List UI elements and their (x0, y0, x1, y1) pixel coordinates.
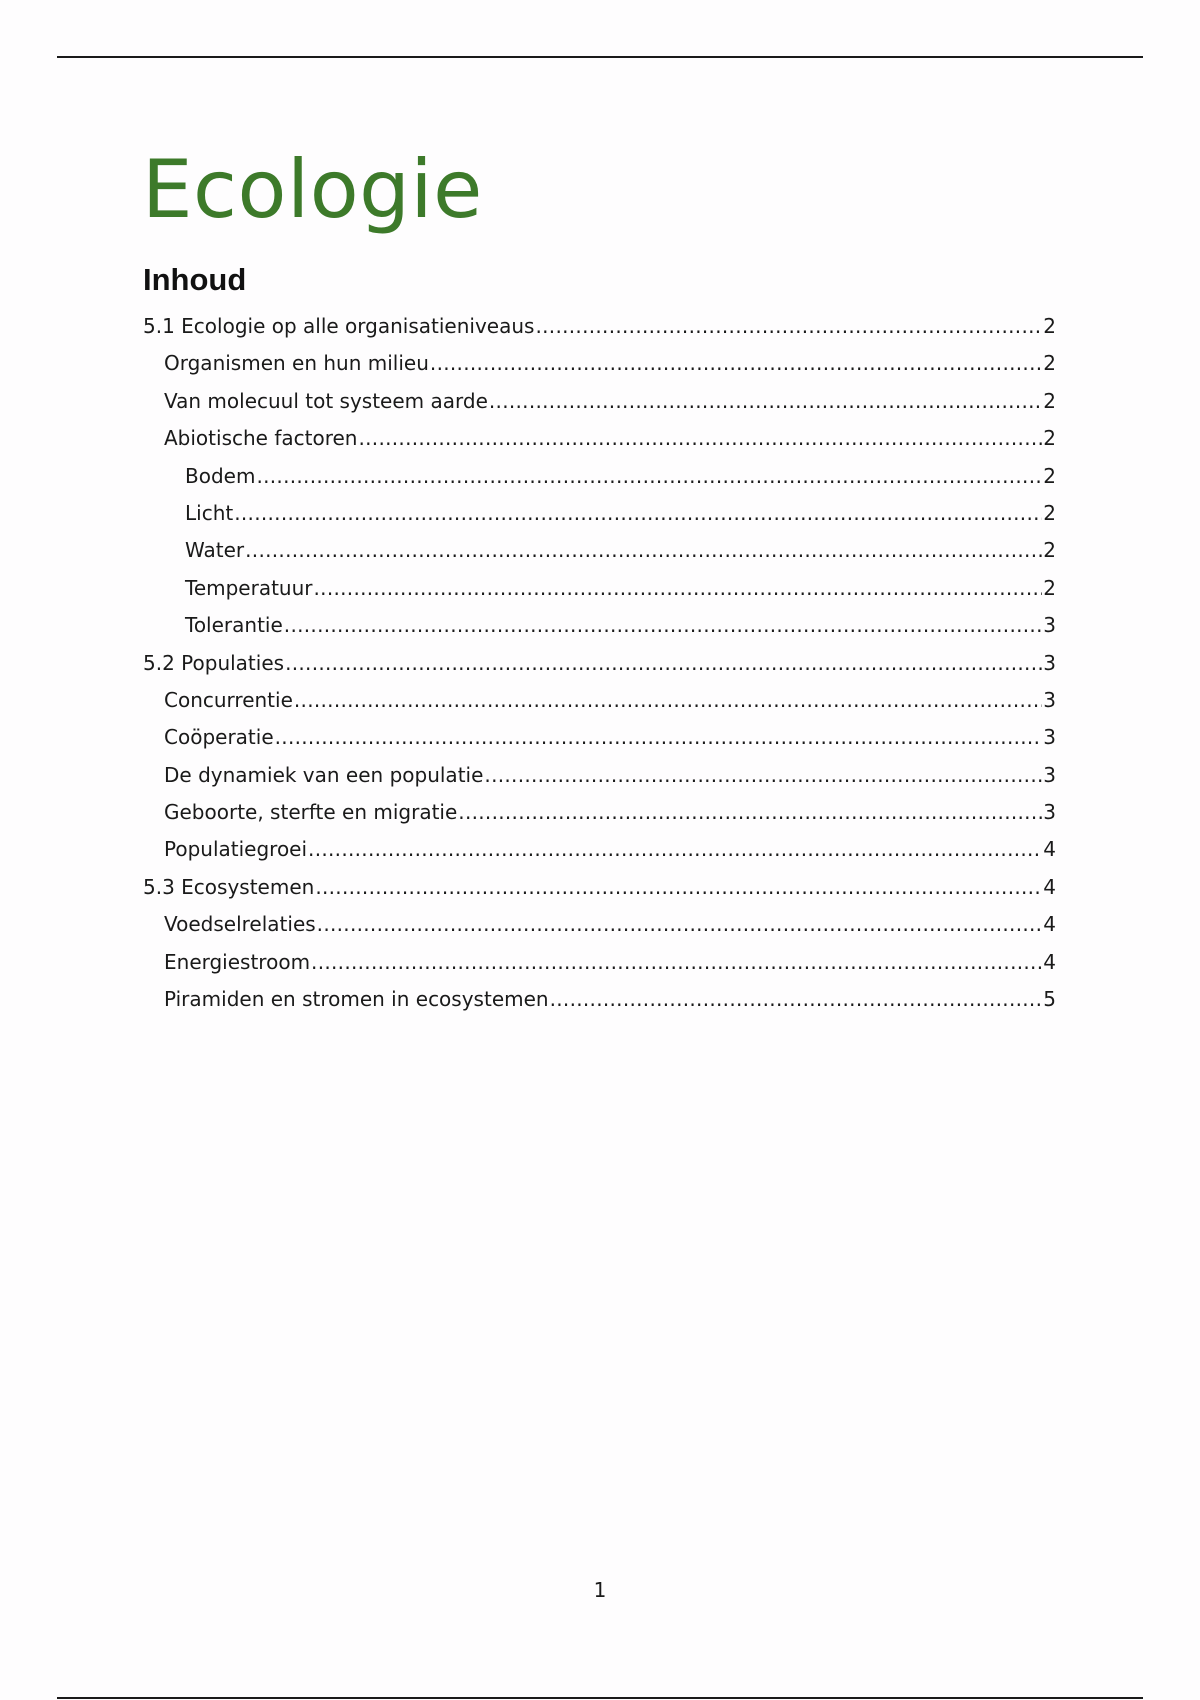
toc-entry[interactable] (143, 645, 1056, 682)
toc-entry-title: 5.1 Ecologie op alle organisatieniveaus (143, 314, 535, 338)
table-of-contents (143, 308, 1056, 1018)
toc-entry[interactable] (143, 345, 1056, 382)
toc-entry-title: Piramiden en stromen in ecosystemen (164, 987, 549, 1012)
toc-entry[interactable] (143, 570, 1056, 607)
toc-entry-title: Bodem (185, 463, 256, 488)
toc-entry-page: 2 (1043, 351, 1056, 376)
toc-dot-leader (550, 981, 1043, 1018)
toc-entry[interactable] (143, 719, 1056, 756)
toc-heading: Inhoud (143, 262, 247, 297)
toc-entry-page: 5 (1043, 987, 1056, 1012)
toc-entry-page: 2 (1043, 538, 1056, 563)
toc-dot-leader (275, 719, 1043, 756)
toc-entry-page: 3 (1043, 762, 1056, 787)
toc-dot-leader (484, 757, 1042, 794)
toc-dot-leader (311, 944, 1042, 981)
toc-dot-leader (315, 869, 1042, 906)
toc-entry[interactable] (143, 944, 1056, 981)
toc-entry-title: Licht (185, 500, 234, 525)
toc-dot-leader (358, 420, 1042, 457)
toc-dot-leader (308, 831, 1042, 868)
toc-entry[interactable] (143, 869, 1056, 906)
toc-entry-title: Water (185, 538, 245, 563)
toc-entry[interactable] (143, 495, 1056, 532)
toc-entry[interactable] (143, 831, 1056, 868)
toc-entry-page: 4 (1043, 874, 1056, 899)
toc-entry-page: 3 (1043, 800, 1056, 825)
toc-dot-leader (284, 607, 1042, 644)
toc-dot-leader (245, 532, 1042, 569)
toc-entry[interactable] (143, 458, 1056, 495)
toc-entry[interactable] (143, 607, 1056, 644)
toc-entry-page: 2 (1043, 388, 1056, 413)
toc-entry-page: 3 (1043, 613, 1056, 638)
toc-entry-title: 5.3 Ecosystemen (143, 874, 315, 899)
toc-entry-page: 3 (1043, 650, 1056, 675)
toc-dot-leader (535, 308, 1042, 345)
toc-entry-title: Concurrentie (164, 687, 293, 712)
toc-dot-leader (458, 794, 1042, 831)
toc-entry[interactable] (143, 532, 1056, 569)
toc-entry-page: 2 (1043, 575, 1056, 600)
toc-entry-title: Geboorte, sterfte en migratie (164, 800, 458, 825)
toc-dot-leader (489, 383, 1042, 420)
toc-dot-leader (285, 645, 1042, 682)
toc-dot-leader (256, 458, 1042, 495)
toc-entry-page: 2 (1043, 426, 1056, 451)
toc-entry[interactable] (143, 308, 1056, 345)
document-title: Ecologie (142, 143, 483, 236)
toc-entry-page: 2 (1043, 314, 1056, 338)
header-rule (57, 56, 1143, 58)
footer-rule (57, 1697, 1143, 1699)
toc-entry-title: Van molecuul tot systeem aarde (164, 388, 488, 413)
toc-dot-leader (314, 570, 1043, 607)
toc-dot-leader (294, 682, 1042, 719)
page-number: 1 (593, 1578, 607, 1602)
toc-entry-title: Coöperatie (164, 725, 274, 750)
toc-entry[interactable] (143, 981, 1056, 1018)
toc-entry-title: Energiestroom (164, 949, 311, 974)
toc-entry-page: 3 (1043, 725, 1056, 750)
toc-entry-page: 2 (1043, 463, 1056, 488)
toc-entry-title: Populatiegroei (164, 837, 308, 862)
toc-entry[interactable] (143, 383, 1056, 420)
toc-entry-title: Temperatuur (185, 575, 313, 600)
toc-dot-leader (430, 345, 1042, 382)
toc-entry-page: 4 (1043, 949, 1056, 974)
toc-entry-title: Tolerantie (185, 613, 283, 638)
toc-entry[interactable] (143, 906, 1056, 943)
toc-entry-title: Abiotische factoren (164, 426, 358, 451)
toc-entry[interactable] (143, 794, 1056, 831)
toc-entry-page: 4 (1043, 912, 1056, 937)
toc-entry-page: 2 (1043, 500, 1056, 525)
toc-dot-leader (234, 495, 1042, 532)
toc-entry-title: Voedselrelaties (164, 912, 316, 937)
toc-entry[interactable] (143, 757, 1056, 794)
toc-entry-title: 5.2 Populaties (143, 650, 285, 675)
toc-entry-page: 3 (1043, 687, 1056, 712)
toc-entry[interactable] (143, 420, 1056, 457)
toc-dot-leader (317, 906, 1043, 943)
toc-entry-title: Organismen en hun milieu (164, 351, 429, 376)
toc-entry-title: De dynamiek van een populatie (164, 762, 484, 787)
toc-entry[interactable] (143, 682, 1056, 719)
toc-entry-page: 4 (1043, 837, 1056, 862)
